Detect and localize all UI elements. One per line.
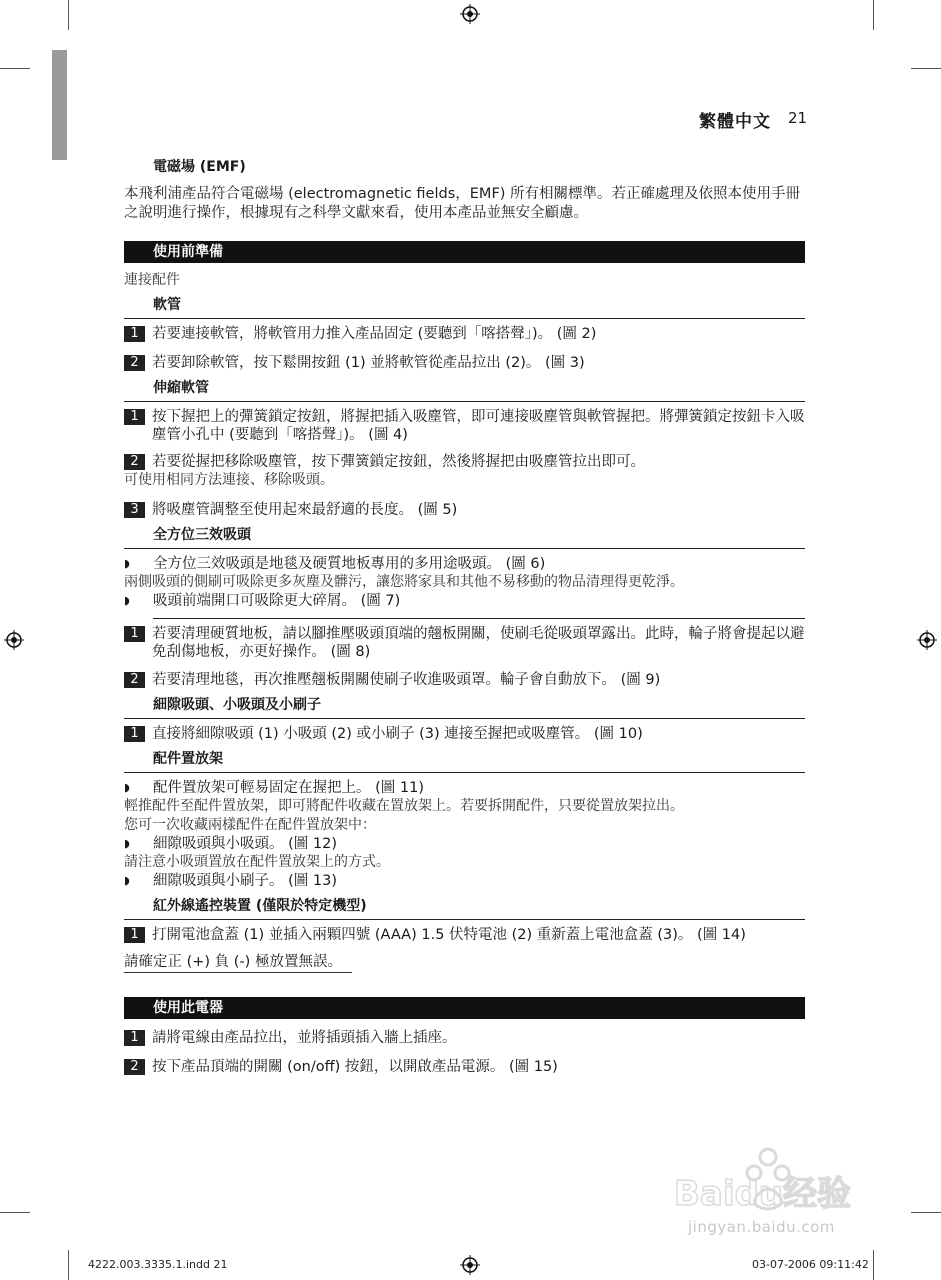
crop-mark bbox=[911, 1212, 941, 1213]
registration-mark-icon bbox=[460, 1255, 480, 1275]
registration-mark-icon bbox=[460, 4, 480, 24]
bullet-text: 細隙吸頭與小刷子。 (圖 13) bbox=[153, 873, 337, 889]
language-header: 繁體中文 bbox=[699, 112, 771, 132]
polarity-note: 請確定正 (+) 負 (-) 極放置無誤。 bbox=[124, 952, 352, 973]
step-item bbox=[124, 501, 805, 519]
step-item bbox=[124, 671, 805, 689]
divider bbox=[153, 618, 805, 619]
nozzle-heading: 全方位三效吸頭 bbox=[124, 525, 805, 549]
step-number: 1 bbox=[124, 326, 145, 342]
page-number: 21 bbox=[788, 109, 808, 127]
step-text: 若要連接軟管，將軟管用力推入產品固定 (要聽到「喀搭聲」)。 (圖 2) bbox=[152, 326, 597, 342]
registration-mark-icon bbox=[917, 630, 937, 650]
bullet-icon: ◗ bbox=[124, 557, 130, 570]
small-nozzle-heading: 細隙吸頭、小吸頭及小刷子 bbox=[124, 695, 805, 719]
step-item bbox=[124, 625, 805, 661]
section-bar-use: 使用此電器 bbox=[124, 997, 805, 1019]
section-bar-prep: 使用前準備 bbox=[124, 241, 805, 263]
bullet-item bbox=[124, 779, 805, 797]
bullet-text: 配件置放架可輕易固定在握把上。 (圖 11) bbox=[153, 780, 424, 796]
bullet-text: 細隙吸頭與小吸頭。 (圖 12) bbox=[153, 836, 337, 852]
step-item bbox=[124, 1058, 805, 1076]
crop-mark bbox=[873, 1250, 874, 1280]
bullet-item bbox=[124, 835, 805, 853]
step-number: 1 bbox=[124, 409, 145, 425]
watermark-url: jingyan.baidu.com bbox=[688, 1218, 835, 1236]
step-number: 1 bbox=[124, 1030, 145, 1046]
step-item bbox=[124, 354, 805, 372]
step-number: 3 bbox=[124, 502, 145, 518]
bullet-icon: ◗ bbox=[124, 874, 130, 887]
bullet-text: 吸頭前端開口可吸除更大碎屑。 (圖 7) bbox=[153, 593, 401, 609]
rack-note: 您可一次收藏兩樣配件在配件置放架中： bbox=[124, 817, 376, 833]
rack-heading: 配件置放架 bbox=[124, 749, 805, 773]
step-text: 若要清理地毯，再次推壓翹板開關使刷子收進吸頭罩。輪子會自動放下。 (圖 9) bbox=[152, 672, 661, 688]
footer-file-info: 4222.003.3335.1.indd 21 bbox=[88, 1258, 228, 1271]
step-number: 2 bbox=[124, 454, 145, 470]
step-text: 打開電池盒蓋 (1) 並插入兩顆四號 (AAA) 1.5 伏特電池 (2) 重新蓋上電池盒蓋 (3)。 (圖 14) bbox=[152, 927, 746, 943]
rack-note: 輕推配件至配件置放架，即可將配件收藏在置放架上。若要拆開配件，只要從置放架拉出。 bbox=[124, 798, 684, 814]
connect-label: 連接配件 bbox=[124, 272, 180, 288]
step-number: 2 bbox=[124, 1059, 145, 1075]
crop-mark bbox=[0, 68, 30, 69]
watermark-brand: Baidu经验 bbox=[674, 1174, 852, 1214]
step-text: 請將電線由產品拉出，並將插頭插入牆上插座。 bbox=[152, 1030, 457, 1046]
step-text: 若要卸除軟管，按下鬆開按鈕 (1) 並將軟管從產品拉出 (2)。 (圖 3) bbox=[152, 355, 585, 371]
step-text: 若要清理硬質地板，請以腳推壓吸頭頂端的翹板開關，使刷毛從吸頭罩露出。此時，輪子將會提起以避免刮傷地板，亦更好操作。 (圖 8) bbox=[152, 626, 805, 660]
step-number: 1 bbox=[124, 927, 145, 943]
step-text: 按下握把上的彈簧鎖定按鈕，將握把插入吸塵管，即可連接吸塵管與軟管握把。將彈簧鎖定按鈕卡入吸塵管小孔中 (要聽到「喀搭聲」)。 (圖 4) bbox=[152, 409, 805, 443]
bullet-icon: ◗ bbox=[124, 594, 130, 607]
step-number: 2 bbox=[124, 355, 145, 371]
page-edge-tab bbox=[52, 50, 67, 160]
registration-mark-icon bbox=[4, 630, 24, 650]
step-text: 將吸塵管調整至使用起來最舒適的長度。 (圖 5) bbox=[152, 502, 458, 518]
crop-mark bbox=[68, 1250, 69, 1280]
step-number: 1 bbox=[124, 726, 145, 742]
step-item bbox=[124, 926, 805, 944]
bullet-icon: ◗ bbox=[124, 781, 130, 794]
bullet-item bbox=[124, 555, 805, 573]
crop-mark bbox=[873, 0, 874, 30]
step-item bbox=[124, 1029, 805, 1047]
step-item bbox=[124, 725, 805, 743]
bullet-item bbox=[124, 592, 805, 610]
tube-heading: 伸縮軟管 bbox=[124, 378, 805, 402]
content-column bbox=[124, 150, 805, 1076]
crop-mark bbox=[0, 1212, 30, 1213]
step-item bbox=[124, 408, 805, 444]
crop-mark bbox=[911, 68, 941, 69]
remote-heading: 紅外線遙控裝置 (僅限於特定機型) bbox=[124, 896, 805, 920]
step-text: 直接將細隙吸頭 (1) 小吸頭 (2) 或小刷子 (3) 連接至握把或吸塵管。 (圖 10) bbox=[152, 726, 643, 742]
emf-text: 本飛利浦產品符合電磁場 (electromagnetic fields，EMF) 所有相關標準。若正確處理及依照本使用手冊之說明進行操作，根據現有之科學文獻來看，使用本產品並無安全顧慮。 bbox=[124, 186, 801, 221]
bullet-icon: ◗ bbox=[124, 837, 130, 850]
step-number: 1 bbox=[124, 626, 145, 642]
step-item bbox=[124, 453, 805, 471]
step-item bbox=[124, 325, 805, 343]
crop-mark bbox=[68, 0, 69, 30]
step-text: 若要從握把移除吸塵管，按下彈簧鎖定按鈕，然後將握把由吸塵管拉出即可。 bbox=[152, 454, 645, 470]
bullet-text: 全方位三效吸頭是地毯及硬質地板專用的多用途吸頭。 (圖 6) bbox=[153, 556, 546, 572]
bullet-item bbox=[124, 872, 805, 890]
step-number: 2 bbox=[124, 672, 145, 688]
tube-note: 可使用相同方法連接、移除吸頭。 bbox=[124, 472, 334, 488]
footer-timestamp: 03-07-2006 09:11:42 bbox=[752, 1258, 869, 1271]
emf-heading: 電磁場 (EMF) bbox=[153, 159, 246, 175]
rack-note: 請注意小吸頭置放在配件置放架上的方式。 bbox=[124, 854, 390, 870]
hose-heading: 軟管 bbox=[124, 295, 805, 319]
step-text: 按下產品頂端的開關 (on/off) 按鈕，以開啟產品電源。 (圖 15) bbox=[152, 1059, 558, 1075]
nozzle-note: 兩側吸頭的側刷可吸除更多灰塵及髒污，讓您將家具和其他不易移動的物品清理得更乾淨。 bbox=[124, 574, 684, 590]
